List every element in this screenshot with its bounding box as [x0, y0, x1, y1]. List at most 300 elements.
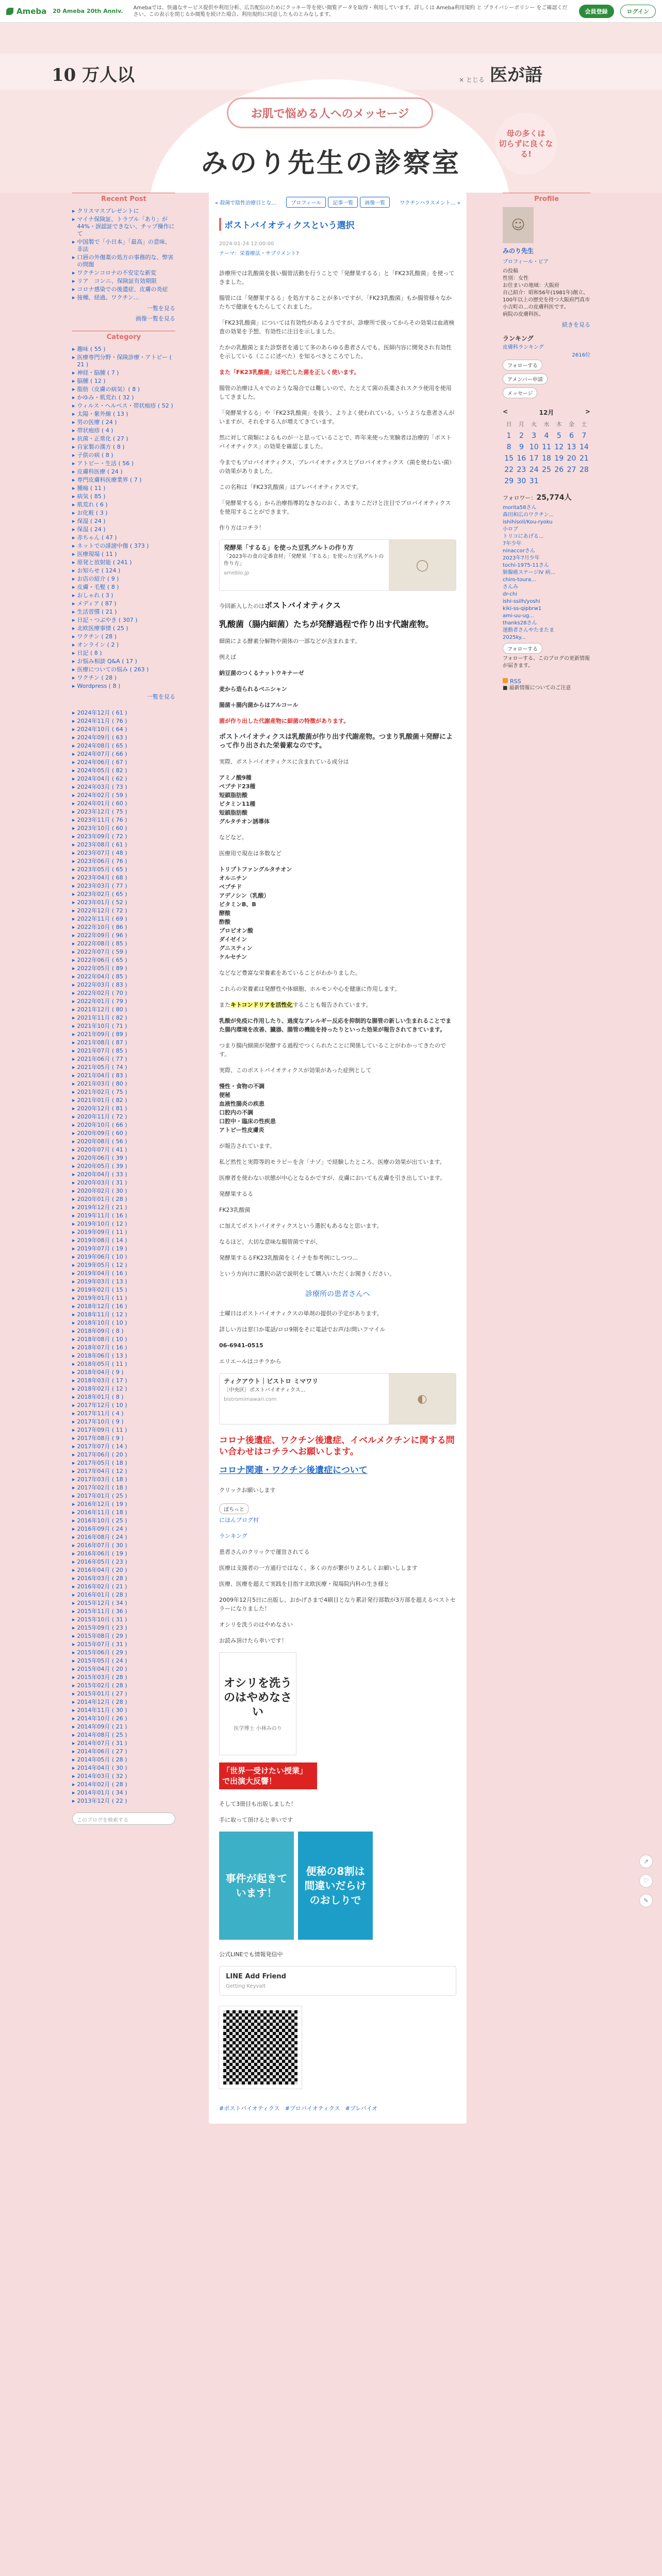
- next-article-link[interactable]: ワクチンハラスメント… »: [400, 200, 460, 206]
- archive-item[interactable]: ▸ 2019年06月 ( 10 ): [72, 1253, 127, 1260]
- archive-item[interactable]: ▸ 2017年10月 ( 9 ): [72, 1418, 124, 1425]
- archive-item[interactable]: ▸ 2020年06月 ( 39 ): [72, 1155, 127, 1161]
- archive-item[interactable]: ▸ 2018年11月 ( 12 ): [72, 1311, 127, 1318]
- calendar-day[interactable]: 26: [554, 466, 564, 474]
- archive-item[interactable]: ▸ 2015年02月 ( 28 ): [72, 1682, 127, 1689]
- follower-item[interactable]: ami-uu-ug...: [503, 613, 534, 619]
- calendar-day[interactable]: 11: [542, 443, 551, 451]
- archive-item[interactable]: ▸ 2019年02月 ( 15 ): [72, 1286, 127, 1293]
- archive-item[interactable]: ▸ 2020年10月 ( 66 ): [72, 1122, 127, 1128]
- archive-item[interactable]: ▸ 2023年09月 ( 72 ): [72, 833, 127, 840]
- archive-item[interactable]: ▸ 2022年08月 ( 85 ): [72, 940, 127, 947]
- post-title[interactable]: ポストバイオティクスという選択: [219, 218, 456, 231]
- archive-item[interactable]: ▸ 2018年09月 ( 8 ): [72, 1328, 124, 1334]
- archive-item[interactable]: ▸ 2017年07月 ( 14 ): [72, 1443, 127, 1450]
- archive-item[interactable]: ▸ 2016年12月 ( 19 ): [72, 1501, 127, 1507]
- archive-item[interactable]: ▸ 2020年01月 ( 28 ): [72, 1196, 127, 1202]
- archive-item[interactable]: ▸ 2022年11月 ( 69 ): [72, 916, 127, 922]
- image-pill[interactable]: 画像一覧: [360, 197, 390, 208]
- archive-item[interactable]: ▸ 2022年06月 ( 65 ): [72, 957, 127, 963]
- link-card[interactable]: [219, 539, 456, 591]
- archive-item[interactable]: ▸ 2014年05月 ( 28 ): [72, 1756, 127, 1763]
- bullet-icon: ▸: [72, 883, 75, 889]
- archive-item[interactable]: ▸ 2020年05月 ( 39 ): [72, 1163, 127, 1170]
- prev-article-link[interactable]: « 殺菌で陰性治療目とな…: [215, 200, 277, 206]
- profile-pill[interactable]: プロフィール: [286, 197, 326, 208]
- para: クリックお願いします: [219, 1487, 276, 1494]
- bullet-icon: ▸: [72, 734, 75, 741]
- qr-code[interactable]: [219, 2006, 302, 2089]
- archive-item[interactable]: ▸ 2023年07月 ( 48 ): [72, 850, 127, 856]
- profile-line: 病院の皮膚科医。: [503, 312, 544, 317]
- bullet-icon: ▸: [72, 1023, 75, 1029]
- archive-item[interactable]: ▸ 2014年02月 ( 28 ): [72, 1781, 127, 1788]
- archive-item[interactable]: ▸ 2021年07月 ( 85 ): [72, 1047, 127, 1054]
- profile-more-link[interactable]: 続きを見る: [562, 321, 590, 328]
- calendar-day[interactable]: 12: [554, 443, 564, 451]
- calendar-day[interactable]: 8: [506, 443, 511, 451]
- recent-post-item[interactable]: ▸ 接種、経過、ワクチン...: [72, 294, 139, 301]
- archive-item[interactable]: ▸ 2023年10月 ( 60 ): [72, 825, 127, 832]
- category-item[interactable]: ▸ お知らせ ( 124 ): [72, 567, 121, 574]
- archive-item[interactable]: ▸ 2013年12月 ( 22 ): [72, 1798, 127, 1804]
- category-item[interactable]: ▸ 神経・脳腫 ( 7 ): [72, 369, 119, 376]
- archive-item[interactable]: ▸ 2015年10月 ( 31 ): [72, 1616, 127, 1623]
- category-item[interactable]: ▸ 日記 ( 8 ): [72, 650, 102, 656]
- blog-search-input[interactable]: このブログを検索する: [72, 1812, 175, 1825]
- archive-item[interactable]: ▸ 2019年01月 ( 11 ): [72, 1295, 127, 1301]
- post-theme-link[interactable]: テーマ：栄養療法・サプリメント?: [219, 251, 299, 257]
- category-item[interactable]: ▸ Wordpress ( 8 ): [72, 683, 121, 689]
- covid-link[interactable]: コロナ関連・ワクチン後遺症について: [219, 1465, 368, 1476]
- archive-item[interactable]: ▸ 2018年02月 ( 12 ): [72, 1385, 127, 1392]
- bullet-icon: ▸: [72, 683, 75, 689]
- archive-item[interactable]: ▸ 2021年01月 ( 82 ): [72, 1097, 127, 1104]
- link-card-2[interactable]: [219, 1373, 456, 1425]
- follower-item[interactable]: 小ロブ: [503, 527, 518, 532]
- share-icon[interactable]: ↗: [639, 1855, 653, 1868]
- archive-item[interactable]: ▸ 2024年10月 ( 64 ): [72, 726, 127, 733]
- archive-item[interactable]: ▸ 2021年03月 ( 80 ): [72, 1080, 127, 1087]
- archive-item[interactable]: ▸ 2022年07月 ( 59 ): [72, 948, 127, 955]
- archive-item[interactable]: ▸ 2019年11月 ( 16 ): [72, 1212, 127, 1219]
- calendar-prev-button[interactable]: <: [503, 408, 508, 415]
- follower-item[interactable]: tochi-1975-11さん: [503, 563, 550, 568]
- archive-item[interactable]: ▸ 2016年08月 ( 24 ): [72, 1534, 127, 1540]
- recent-image-more-link[interactable]: 画像一覧を見る: [136, 315, 175, 322]
- book-cover-3[interactable]: 便秘の8割は間違いだらけのおしりで: [298, 1832, 373, 1940]
- profile-name[interactable]: みのり先生: [503, 247, 534, 255]
- bullet-icon: ▸: [72, 981, 75, 988]
- archive-item[interactable]: ▸ 2022年10月 ( 86 ): [72, 924, 127, 930]
- recent-post-item[interactable]: ▸ クリスマスプレゼントに: [72, 208, 139, 214]
- archive-item[interactable]: ▸ 2021年11月 ( 82 ): [72, 1014, 127, 1021]
- calendar-day[interactable]: 15: [504, 454, 514, 463]
- calendar-day[interactable]: 22: [504, 466, 514, 474]
- recent-post-item[interactable]: ▸ ワクチンコロナの不安定な新変: [72, 269, 156, 276]
- archive-item[interactable]: ▸ 2018年08月 ( 10 ): [72, 1336, 127, 1343]
- category-item[interactable]: ▸ 生活習慣 ( 21 ): [72, 608, 117, 615]
- archive-item[interactable]: ▸ 2019年08月 ( 14 ): [72, 1237, 127, 1244]
- archive-item[interactable]: ▸ 2017年03月 ( 18 ): [72, 1476, 127, 1483]
- list-pill[interactable]: 記事一覧: [328, 197, 358, 208]
- follower-item[interactable]: 森田和広のワクチン...: [503, 512, 554, 518]
- archive-item[interactable]: ▸ 2016年06月 ( 19 ): [72, 1550, 127, 1557]
- recent-post-item[interactable]: ▸ マイナ保険証、トラブル「あり」が44%・誤認証できない、チップ操作にて: [72, 216, 175, 237]
- book-cover-1[interactable]: [219, 1652, 296, 1755]
- follower-item[interactable]: 運動者さんやたまたま: [503, 628, 554, 633]
- archive-item[interactable]: ▸ 2014年09月 ( 21 ): [72, 1723, 127, 1730]
- archive-item[interactable]: ▸ 2019年07月 ( 19 ): [72, 1245, 127, 1252]
- calendar-day[interactable]: 10: [529, 443, 539, 451]
- archive-item[interactable]: ▸ 2024年02月 ( 59 ): [72, 792, 127, 799]
- ad-close-button[interactable]: × とじる: [459, 76, 485, 83]
- ranking-value: 2616位: [572, 352, 590, 358]
- phone-number[interactable]: 06-6941-0515: [219, 1342, 263, 1349]
- archive-item[interactable]: ▸ 2016年07月 ( 30 ): [72, 1542, 127, 1549]
- follower-item[interactable]: トリコにあげる...: [503, 534, 544, 539]
- archive-item[interactable]: ▸ 2019年05月 ( 12 ): [72, 1262, 127, 1268]
- follow-button-2[interactable]: フォローする: [503, 643, 542, 654]
- calendar-day[interactable]: 31: [529, 477, 539, 485]
- archive-item[interactable]: ▸ 2022年09月 ( 96 ): [72, 932, 127, 939]
- archive-item[interactable]: ▸ 2018年06月 ( 13 ): [72, 1352, 127, 1359]
- archive-item[interactable]: ▸ 2017年01月 ( 25 ): [72, 1493, 127, 1499]
- archive-item[interactable]: ▸ 2024年07月 ( 66 ): [72, 751, 127, 757]
- archive-item[interactable]: ▸ 2021年08月 ( 87 ): [72, 1039, 127, 1046]
- category-item[interactable]: ▸ 子供の病 ( 8 ): [72, 452, 113, 459]
- archive-item[interactable]: ▸ 2021年02月 ( 75 ): [72, 1089, 127, 1095]
- book-cover-2[interactable]: 事件が起きています！: [219, 1832, 294, 1940]
- recent-post-item[interactable]: ▸ コロナ感染での後遺症、皮膚の炎症: [72, 286, 168, 293]
- hashtag-link[interactable]: #プレバイオ: [345, 2105, 378, 2112]
- category-item[interactable]: ▸ 赤ちゃん ( 47 ): [72, 534, 117, 541]
- category-item[interactable]: ▸ 自家製の漢方 ( 8 ): [72, 444, 125, 450]
- category-item[interactable]: ▸ 保湿 ( 24 ): [72, 518, 106, 524]
- category-item[interactable]: ▸ 医療専門分野・保険診療・アトピー ( 21 ): [72, 354, 172, 368]
- archive-item[interactable]: ▸ 2019年12月 ( 21 ): [72, 1204, 127, 1211]
- archive-item[interactable]: ▸ 2022年02月 ( 70 ): [72, 990, 127, 996]
- archive-item[interactable]: ▸ 2014年10月 ( 26 ): [72, 1715, 127, 1722]
- archive-item[interactable]: ▸ 2016年10月 ( 25 ): [72, 1517, 127, 1524]
- category-item[interactable]: ▸ かゆみ・肌荒れ ( 32 ): [72, 394, 134, 401]
- archive-item[interactable]: ▸ 2023年08月 ( 61 ): [72, 841, 127, 848]
- archive-item[interactable]: ▸ 2023年11月 ( 76 ): [72, 817, 127, 823]
- blog-title[interactable]: みのり先生の診察室: [201, 147, 461, 179]
- archive-item[interactable]: ▸ 2024年11月 ( 76 ): [72, 718, 127, 724]
- category-item[interactable]: ▸ 北欧医療事情 ( 25 ): [72, 625, 128, 632]
- archive-item[interactable]: ▸ 2024年05月 ( 82 ): [72, 767, 127, 774]
- archive-item[interactable]: ▸ 2021年04月 ( 83 ): [72, 1072, 127, 1079]
- category-item[interactable]: ▸ 脳腫 ( 12 ): [72, 378, 106, 384]
- para: そして3冊目も出版しました！: [219, 1801, 296, 1807]
- avatar[interactable]: ☺: [503, 207, 534, 243]
- archive-item[interactable]: ▸ 2023年05月 ( 65 ): [72, 866, 127, 873]
- archive-item[interactable]: ▸ 2022年04月 ( 85 ): [72, 973, 127, 980]
- click-button[interactable]: ぽちっと: [219, 1503, 249, 1514]
- category-item[interactable]: ▸ ワクチン ( 28 ): [72, 633, 117, 640]
- archive-item[interactable]: ▸ 2016年04月 ( 20 ): [72, 1567, 127, 1573]
- category-item[interactable]: ▸ アトピー・生活 ( 56 ): [72, 460, 134, 467]
- follower-item[interactable]: morita58さん: [503, 505, 537, 511]
- archive-item[interactable]: ▸ 2015年12月 ( 34 ): [72, 1600, 127, 1606]
- calendar-day[interactable]: 23: [517, 466, 526, 474]
- archive-item[interactable]: ▸ 2017年05月 ( 18 ): [72, 1460, 127, 1466]
- follower-item[interactable]: 肺腺癌ステージIV 病...: [503, 570, 556, 575]
- archive-item[interactable]: ▸ 2015年05月 ( 24 ): [72, 1657, 127, 1664]
- calendar-next-button[interactable]: >: [585, 408, 590, 415]
- calendar-day[interactable]: 9: [519, 443, 524, 451]
- archive-item[interactable]: ▸ 2019年03月 ( 13 ): [72, 1278, 127, 1285]
- ameba-logo[interactable]: Ameba: [6, 7, 46, 16]
- archive-item[interactable]: ▸ 2017年09月 ( 11 ): [72, 1427, 127, 1433]
- category-item[interactable]: ▸ 日記・つぶやき ( 307 ): [72, 617, 138, 623]
- follower-item[interactable]: ishihisoll/Kou-ryoku: [503, 519, 553, 525]
- category-item[interactable]: ▸ 抗菌・正常化 ( 27 ): [72, 435, 128, 442]
- archive-item[interactable]: ▸ 2024年04月 ( 62 ): [72, 775, 127, 782]
- archive-item[interactable]: ▸ 2023年03月 ( 77 ): [72, 883, 127, 889]
- para: 診療所では乳酸菌を扱い腸管活動を行うことで「発酵果するる」と「FK23乳酸菌」を使ってきました。: [219, 270, 455, 285]
- recent-post-item[interactable]: ▸ リア コンニ、保険証有効期限: [72, 278, 157, 284]
- archive-item[interactable]: ▸ 2014年06月 ( 27 ): [72, 1748, 127, 1755]
- category-item[interactable]: ▸ 腫瘍 ( 11 ): [72, 485, 106, 492]
- list-line: 便秘: [219, 1092, 230, 1098]
- category-item[interactable]: ▸ 保湿 ( 24 ): [72, 526, 106, 533]
- calendar-day[interactable]: 19: [554, 454, 564, 463]
- bullet-icon: ▸: [72, 965, 75, 972]
- category-item[interactable]: ▸ 男の医療 ( 24 ): [72, 419, 117, 426]
- archive-item[interactable]: ▸ 2015年04月 ( 20 ): [72, 1666, 127, 1672]
- archive-item[interactable]: ▸ 2024年09月 ( 63 ): [72, 734, 127, 741]
- follow-button[interactable]: フォローする: [503, 360, 542, 370]
- archive-item[interactable]: ▸ 2017年12月 ( 10 ): [72, 1402, 127, 1409]
- category-item[interactable]: ▸ お悩み相談 Q&A ( 17 ): [72, 658, 137, 665]
- category-item[interactable]: ▸ 皮膚科医療 ( 24 ): [72, 468, 123, 475]
- calendar-day[interactable]: 7: [582, 432, 587, 440]
- archive-item[interactable]: ▸ 2024年12月 ( 61 ): [72, 709, 127, 716]
- archive-item[interactable]: ▸ 2023年12月 ( 75 ): [72, 808, 127, 815]
- archive-item[interactable]: ▸ 2021年06月 ( 77 ): [72, 1056, 127, 1062]
- archive-item[interactable]: ▸ 2020年09月 ( 60 ): [72, 1130, 127, 1137]
- archive-item[interactable]: ▸ 2016年09月 ( 24 ): [72, 1526, 127, 1532]
- archive-item[interactable]: ▸ 2015年01月 ( 27 ): [72, 1690, 127, 1697]
- archive-item[interactable]: ▸ 2020年02月 ( 30 ): [72, 1188, 127, 1194]
- archive-item[interactable]: ▸ 2024年08月 ( 65 ): [72, 742, 127, 749]
- category-item[interactable]: ▸ メディア ( 87 ): [72, 600, 117, 607]
- calendar-day[interactable]: 13: [567, 443, 576, 451]
- archive-item[interactable]: ▸ 2021年10月 ( 71 ): [72, 1023, 127, 1029]
- follower-item[interactable]: 7年少年: [503, 541, 522, 547]
- calendar-day[interactable]: 24: [529, 466, 539, 474]
- follower-item[interactable]: ishi-ssilh/yoshi: [503, 599, 540, 604]
- rss-note[interactable]: ■ 最新情報についてのご注意: [503, 685, 571, 691]
- ad-text-right[interactable]: 医が語: [490, 65, 542, 86]
- follower-item[interactable]: thanks28さん: [503, 620, 537, 626]
- category-item[interactable]: ▸ ワクチン ( 28 ): [72, 674, 117, 681]
- category-item[interactable]: ▸ おしゃれ ( 3 ): [72, 592, 113, 599]
- category-item[interactable]: ▸ 医療現場 ( 11 ): [72, 551, 117, 557]
- archive-item[interactable]: ▸ 2014年08月 ( 25 ): [72, 1732, 127, 1738]
- amember-button[interactable]: アメンバー申請: [503, 374, 548, 384]
- archive-item[interactable]: ▸ 2022年05月 ( 89 ): [72, 965, 127, 972]
- category-item[interactable]: ▸ お化粧 ( 3 ): [72, 510, 108, 516]
- archive-item[interactable]: ▸ 2015年03月 ( 28 ): [72, 1674, 127, 1681]
- archive-item[interactable]: ▸ 2018年01月 ( 8 ): [72, 1394, 124, 1400]
- archive-item[interactable]: ▸ 2016年02月 ( 21 ): [72, 1583, 127, 1590]
- archive-item[interactable]: ▸ 2014年01月 ( 34 ): [72, 1789, 127, 1796]
- category-item[interactable]: ▸ お店の紹介 ( 9 ): [72, 575, 119, 582]
- line-widget[interactable]: [219, 1966, 456, 1996]
- archive-item[interactable]: ▸ 2020年11月 ( 72 ): [72, 1113, 127, 1120]
- ranking-sub[interactable]: 皮膚科ランキング: [503, 345, 544, 350]
- bullet-icon: ▸: [72, 1311, 75, 1318]
- category-item[interactable]: ▸ 病気 ( 85 ): [72, 493, 106, 500]
- archive-item[interactable]: ▸ 2015年06月 ( 29 ): [72, 1649, 127, 1656]
- archive-item[interactable]: ▸ 2018年07月 ( 16 ): [72, 1344, 127, 1351]
- category-item[interactable]: ▸ 原発と放射能 ( 241 ): [72, 559, 132, 566]
- archive-item[interactable]: ▸ 2022年12月 ( 72 ): [72, 907, 127, 914]
- archive-item[interactable]: ▸ 2019年10月 ( 12 ): [72, 1221, 127, 1227]
- archive-item[interactable]: ▸ 2022年03月 ( 83 ): [72, 981, 127, 988]
- calendar-day[interactable]: 17: [529, 454, 539, 463]
- calendar-day[interactable]: 18: [542, 454, 551, 463]
- profile-link[interactable]: プロフィール・ピア: [503, 259, 549, 265]
- calendar-day[interactable]: 20: [567, 454, 576, 463]
- register-button[interactable]: 会員登録: [579, 5, 614, 18]
- category-item[interactable]: ▸ 帯状疱疹 ( 4 ): [72, 427, 113, 434]
- archive-item[interactable]: ▸ 2016年01月 ( 28 ): [72, 1591, 127, 1598]
- comment-icon[interactable]: ✎: [639, 1894, 653, 1907]
- category-item[interactable]: ▸ 医療についての悩み ( 263 ): [72, 666, 149, 673]
- archive-item[interactable]: ▸ 2017年04月 ( 12 ): [72, 1468, 127, 1475]
- category-more-link[interactable]: 一覧を見る: [147, 693, 175, 700]
- calendar-header: [503, 408, 590, 417]
- archive-item[interactable]: ▸ 2024年01月 ( 60 ): [72, 800, 127, 807]
- category-item[interactable]: ▸ 太陽・紫外線 ( 13 ): [72, 411, 128, 417]
- bullet-icon: ▸: [72, 239, 75, 245]
- login-button[interactable]: ログイン: [620, 5, 656, 18]
- follower-item[interactable]: 2023年7月少年: [503, 555, 540, 561]
- calendar-day[interactable]: 3: [532, 432, 537, 440]
- archive-item[interactable]: ▸ 2018年12月 ( 16 ): [72, 1303, 127, 1310]
- archive-item[interactable]: ▸ 2014年12月 ( 28 ): [72, 1699, 127, 1705]
- recent-more-link[interactable]: 一覧を見る: [147, 305, 175, 312]
- hashtag-link[interactable]: #ポストバイオティクス: [219, 2105, 280, 2112]
- calendar-day[interactable]: 21: [579, 454, 589, 463]
- archive-item[interactable]: ▸ 2022年01月 ( 79 ): [72, 998, 127, 1005]
- archive-item[interactable]: ▸ 2014年07月 ( 31 ): [72, 1740, 127, 1747]
- calendar-day[interactable]: 5: [556, 432, 561, 440]
- calendar-day[interactable]: 29: [504, 477, 514, 485]
- calendar-day[interactable]: 1: [506, 432, 511, 440]
- tv-banner: 「世界一受けたい授業」で出演大反響！: [219, 1762, 317, 1789]
- archive-item[interactable]: ▸ 2016年03月 ( 28 ): [72, 1575, 127, 1582]
- banner-side-note: 母の多くは 切らずに良くなる!: [495, 113, 557, 175]
- archive-item[interactable]: ▸ 2017年11月 ( 4 ): [72, 1410, 124, 1417]
- category-item[interactable]: ▸ 趣味 ( 55 ): [72, 346, 106, 352]
- calendar-day[interactable]: 16: [517, 454, 526, 463]
- follower-item[interactable]: さんみ: [503, 584, 518, 590]
- archive-item[interactable]: ▸ 2018年10月 ( 10 ): [72, 1319, 127, 1326]
- archive-item[interactable]: ▸ 2017年08月 ( 9 ): [72, 1435, 124, 1442]
- archive-item[interactable]: ▸ 2024年06月 ( 67 ): [72, 759, 127, 766]
- calendar-day[interactable]: 28: [579, 466, 589, 474]
- archive-item[interactable]: ▸ 2019年09月 ( 11 ): [72, 1229, 127, 1235]
- archive-item[interactable]: ▸ 2020年07月 ( 41 ): [72, 1146, 127, 1153]
- recent-post-item[interactable]: ▸ 口唇の外傷薬の処方の事務的な、弊害の問題: [72, 254, 174, 268]
- archive-item[interactable]: ▸ 2018年04月 ( 9 ): [72, 1369, 124, 1376]
- calendar-day[interactable]: 6: [569, 432, 574, 440]
- archive-item[interactable]: ▸ 2023年04月 ( 68 ): [72, 874, 127, 881]
- archive-item[interactable]: ▸ 2015年08月 ( 29 ): [72, 1633, 127, 1639]
- category-item[interactable]: ▸ ウィルス・ヘルペス・帯状疱疹 ( 52 ): [72, 402, 173, 409]
- calendar-day[interactable]: 14: [579, 443, 589, 451]
- archive-item[interactable]: ▸ 2016年05月 ( 23 ): [72, 1558, 127, 1565]
- hashtag-link[interactable]: #プロバイオティクス: [285, 2105, 340, 2112]
- archive-item[interactable]: ▸ 2021年05月 ( 74 ): [72, 1064, 127, 1071]
- rss-link[interactable]: RSS: [503, 678, 590, 685]
- category-item[interactable]: ▸ オンライン ( 2 ): [72, 641, 119, 648]
- patient-link[interactable]: 診療所の患者さんへ: [305, 1290, 370, 1298]
- archive-item[interactable]: ▸ 2023年06月 ( 76 ): [72, 858, 127, 865]
- follower-item[interactable]: dr-chi: [503, 591, 518, 597]
- bullet-icon: ▸: [72, 1575, 75, 1582]
- archive-item[interactable]: ▸ 2020年03月 ( 31 ): [72, 1179, 127, 1186]
- ad-text-left[interactable]: 10 万人以: [52, 65, 135, 86]
- calendar-day[interactable]: 30: [517, 477, 526, 485]
- recent-post-item[interactable]: ▸ 中国製で「小日本」「最高」の意味、非法: [72, 239, 171, 252]
- follower-item[interactable]: chiro-toura...: [503, 577, 536, 583]
- calendar-day[interactable]: 25: [542, 466, 551, 474]
- archive-item[interactable]: ▸ 2020年08月 ( 56 ): [72, 1138, 127, 1145]
- archive-item[interactable]: ▸ 2015年11月 ( 36 ): [72, 1608, 127, 1615]
- archive-item[interactable]: ▸ 2016年11月 ( 18 ): [72, 1509, 127, 1516]
- archive-item[interactable]: ▸ 2017年06月 ( 20 ): [72, 1451, 127, 1458]
- calendar-day[interactable]: 4: [544, 432, 549, 440]
- calendar-day[interactable]: 2: [519, 432, 524, 440]
- blogmura-link[interactable]: にほんブログ村: [219, 1517, 259, 1523]
- archive-item[interactable]: ▸ 2018年03月 ( 17 ): [72, 1377, 127, 1384]
- category-item[interactable]: ▸ ネットでの誹謗中傷 ( 373 ): [72, 543, 149, 549]
- archive-item[interactable]: ▸ 2024年03月 ( 73 ): [72, 784, 127, 790]
- message-button[interactable]: メッセージ: [503, 387, 537, 398]
- archive-item[interactable]: ▸ 2014年11月 ( 30 ): [72, 1707, 127, 1714]
- archive-item[interactable]: ▸ 2020年04月 ( 33 ): [72, 1171, 127, 1178]
- archive-item[interactable]: ▸ 2015年09月 ( 23 ): [72, 1624, 127, 1631]
- category-item[interactable]: ▸ 脂肪（皮膚の病気）( 8 ): [72, 386, 140, 393]
- follower-item[interactable]: 2025ky...: [503, 635, 526, 640]
- category-item[interactable]: ▸ 肌荒れ ( 6 ): [72, 501, 108, 508]
- calendar-day[interactable]: 27: [567, 466, 576, 474]
- follower-item[interactable]: kiki-ss-qipbrw1: [503, 606, 542, 612]
- archive-item[interactable]: ▸ 2014年03月 ( 32 ): [72, 1773, 127, 1780]
- archive-item[interactable]: ▸ 2021年12月 ( 80 ): [72, 1006, 127, 1013]
- archive-item[interactable]: ▸ 2018年05月 ( 11 ): [72, 1361, 127, 1367]
- archive-item[interactable]: ▸ 2015年07月 ( 31 ): [72, 1641, 127, 1648]
- archive-item[interactable]: ▸ 2023年02月 ( 65 ): [72, 891, 127, 897]
- archive-item[interactable]: ▸ 2019年04月 ( 16 ): [72, 1270, 127, 1277]
- archive-item[interactable]: ▸ 2021年09月 ( 89 ): [72, 1031, 127, 1038]
- archive-item[interactable]: ▸ 2023年01月 ( 52 ): [72, 899, 127, 906]
- ranking-link[interactable]: ランキング: [219, 1533, 247, 1539]
- archive-item[interactable]: ▸ 2020年12月 ( 81 ): [72, 1105, 127, 1112]
- archive-item[interactable]: ▸ 2014年04月 ( 30 ): [72, 1765, 127, 1771]
- category-item[interactable]: ▸ 専門皮膚科医療業界 ( 7 ): [72, 477, 142, 483]
- heart-icon[interactable]: ♡: [639, 1874, 653, 1888]
- archive-item[interactable]: ▸ 2017年02月 ( 18 ): [72, 1484, 127, 1491]
- follower-item[interactable]: ninaccorさん: [503, 548, 535, 554]
- category-item[interactable]: ▸ 皮膚・毛髪 ( 8 ): [72, 584, 119, 590]
